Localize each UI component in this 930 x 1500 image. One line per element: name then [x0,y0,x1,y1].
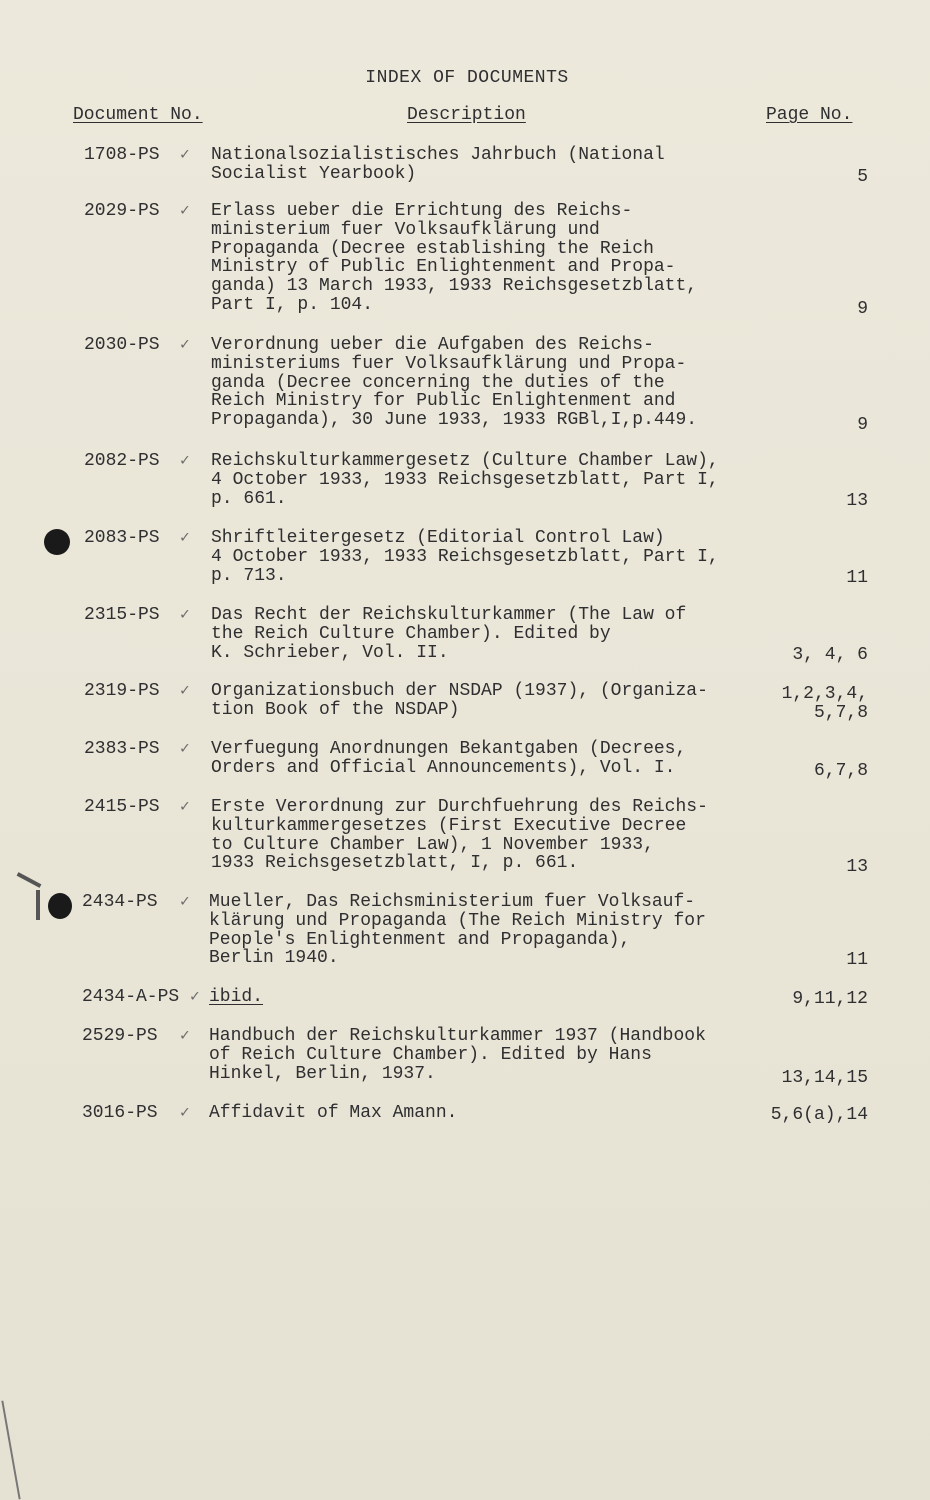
entry-description: Reichskulturkammergesetz (Culture Chamber Law), 4 October 1933, 1933 Reichsgesetzblatt, Part I, p. 661. [211,451,719,509]
entry-pages: 1,2,3,4, 5,7,8 [781,684,868,723]
check-mark-icon: ✓ [180,452,190,470]
paper-edge-mark [1,1401,20,1500]
entry-pages: 9 [857,299,868,319]
entry-pages: 5,6(a),14 [770,1105,868,1125]
entry-pages: 9,11,12 [792,989,868,1009]
document-number: 3016-PS [82,1103,158,1123]
entry-description: Verordnung ueber die Aufgaben des Reichs- ministeriums fuer Volksaufklärung und Propa- ganda (Decree concerning the duties of the Reich Ministry for Public Enlightenment and Propaganda), 30 June 1933, 1933 RGBl,I,p.449. [211,335,698,431]
ink-mark [17,872,42,888]
document-number: 2319-PS [84,681,160,701]
document-number: 2030-PS [84,335,160,355]
entry-description: Verfuegung Anordnungen Bekantgaben (Decrees, Orders and Official Announcements), Vol. I. [211,739,687,778]
check-mark-icon: ✓ [180,740,190,758]
check-mark-icon: ✓ [180,336,190,354]
page-title: INDEX OF DOCUMENTS [365,68,569,88]
document-number: 2383-PS [84,739,160,759]
entry-description: Erlass ueber die Errichtung des Reichs- ministerium fuer Volksaufklärung und Propaganda (Decree establishing the Reich Ministry of Public Enlightenment and Propa- ganda) 13 March 1933, 1933 Reichsgesetzblatt, Part I, p. 104. [211,201,698,315]
entry-description: Handbuch der Reichskulturkammer 1937 (Handbook of Reich Culture Chamber). Edited by Hans Hinkel, Berlin, 1937. [209,1026,706,1084]
header-document-no: Document No. [73,105,203,125]
entry-pages: 11 [846,568,868,588]
document-number: 1708-PS [84,145,160,165]
header-page-no: Page No. [766,105,853,125]
entry-pages: 5 [857,167,868,187]
document-number: 2434-PS [82,892,158,912]
check-mark-icon: ✓ [180,606,190,624]
entry-description: Das Recht der Reichskulturkammer (The Law of the Reich Culture Chamber). Edited by K. Schrieber, Vol. II. [211,605,687,663]
entry-pages: 3, 4, 6 [792,645,868,665]
entry-description: Nationalsozialistisches Jahrbuch (National Socialist Yearbook) [211,145,665,184]
document-number: 2434-A-PS [82,987,180,1007]
document-number: 2415-PS [84,797,160,817]
check-mark-icon: ✓ [180,202,190,220]
punch-hole [48,893,72,919]
punch-hole [44,529,70,555]
check-mark-icon: ✓ [180,1104,190,1122]
check-mark-icon: ✓ [180,146,190,164]
document-number: 2083-PS [84,528,160,548]
entry-description: ibid. [209,987,264,1007]
check-mark-icon: ✓ [180,529,190,547]
document-number: 2315-PS [84,605,160,625]
entry-pages: 13,14,15 [781,1068,868,1088]
entry-pages: 13 [846,857,868,877]
entry-description: Shriftleitergesetz (Editorial Control Law) 4 October 1933, 1933 Reichsgesetzblatt, Part I, p. 713. [211,528,719,586]
document-number: 2529-PS [82,1026,158,1046]
document-number: 2029-PS [84,201,160,221]
entry-description: Mueller, Das Reichsministerium fuer Volksauf- klärung und Propaganda (The Reich Ministry for People's Enlightenment and Propaganda), Berlin 1940. [209,892,706,969]
entry-description: Organizationsbuch der NSDAP (1937), (Organiza- tion Book of the NSDAP) [211,681,708,720]
check-mark-icon: ✓ [180,682,190,700]
entry-pages: 11 [846,950,868,970]
entry-pages: 13 [846,491,868,511]
check-mark-icon: ✓ [180,893,190,911]
entry-description: Erste Verordnung zur Durchfuehrung des Reichs- kulturkammergesetzes (First Executive Decree to Culture Chamber Law), 1 November 1933, 1933 Reichsgesetzblatt, I, p. 661. [211,797,708,874]
entry-pages: 6,7,8 [813,761,868,781]
check-mark-icon: ✓ [180,1027,190,1045]
entry-pages: 9 [857,415,868,435]
document-number: 2082-PS [84,451,160,471]
check-mark-icon: ✓ [180,798,190,816]
entry-description: Affidavit of Max Amann. [209,1103,458,1123]
check-mark-icon: ✓ [190,988,200,1006]
ink-mark [36,890,40,920]
header-description: Description [407,105,526,125]
